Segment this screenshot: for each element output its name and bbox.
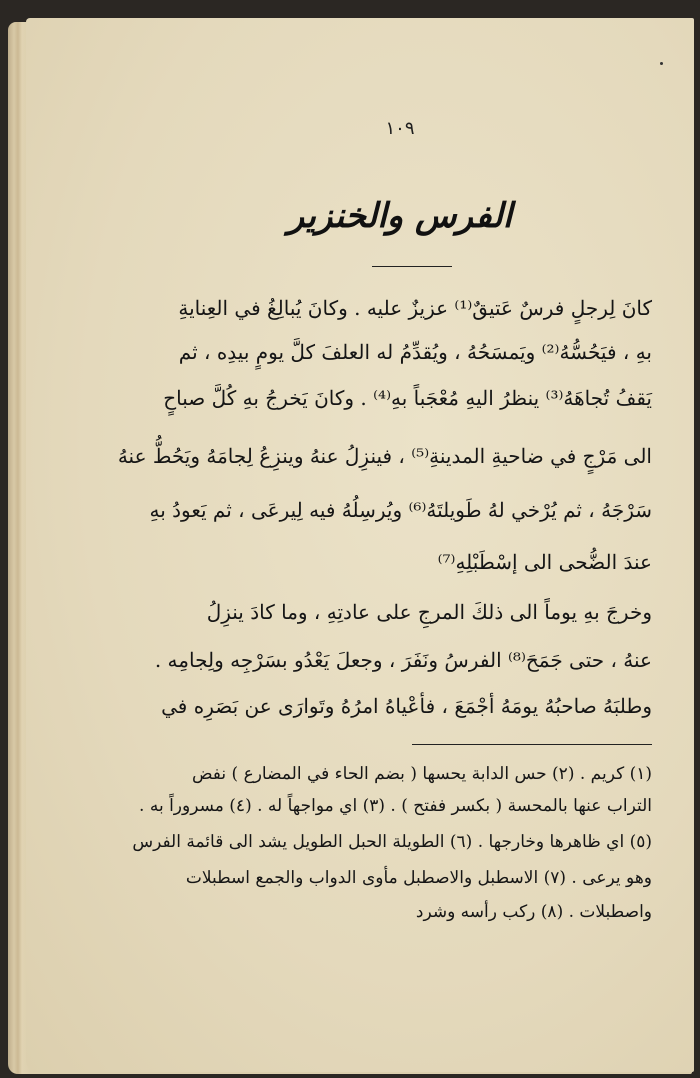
- body-line: عنهُ ، حتى جَمَحَ⁽⁸⁾ الفرسُ ونَفَرَ ، وجعلَ يَعْدُو بسَرْجِه ولِجامِه .: [154, 648, 652, 672]
- ink-speck: [660, 62, 663, 65]
- footnote-divider: [412, 744, 652, 745]
- body-line: سَرْجَهُ ، ثم يُرْخي لهُ طَويلتَهُ⁽⁶⁾ ويُرسِلُهُ فيه لِيرعَى ، ثم يَعودُ بهِ: [149, 498, 652, 522]
- footnote-line: وهو يرعى . (٧) الاسطبل والاصطبل مأوى الدواب والجمع اسطبلات: [185, 868, 652, 888]
- chapter-title: الفرس والخنزير: [287, 196, 513, 236]
- body-line: وخرجَ بهِ يوماً الى ذلكَ المرجِ على عادتِهِ ، وما كادَ ينزِلُ: [206, 600, 652, 624]
- page-number: ١٠٩: [385, 118, 415, 139]
- footnote-line: (١) كريم . (٢) حس الدابة يحسها ( بضم الحاء في المضارع ) نفض: [191, 764, 652, 784]
- body-line: كانَ لِرجلٍ فرسٌ عَتيقٌ⁽¹⁾ عزيزٌ عليه . وكانَ يُبالِغُ في العِنايةِ: [178, 296, 652, 320]
- body-line: وطلبَهُ صاحبُهُ يومَهُ أجْمَعَ ، فأعْياهُ امرُهُ وتَوارَى عن بَصَرِه في: [161, 694, 652, 718]
- body-line: يَقفُ تُجاهَهُ⁽³⁾ ينظرُ اليهِ مُعْجَباً بهِ⁽⁴⁾ . وكانَ يَخرجُ بهِ كُلَّ صباحٍ: [163, 386, 652, 410]
- body-line: الى مَرْجٍ في ضاحيةِ المدينةِ⁽⁵⁾ ، فينزِلُ عنهُ وينزِعُ لِجامَهُ ويَحُطُّ عنهُ: [117, 444, 652, 468]
- body-line: عندَ الضُّحى الى إسْطَبْلِهِ⁽⁷⁾: [437, 550, 652, 574]
- title-divider: [372, 266, 452, 267]
- body-line: بهِ ، فيَحُسُّهُ⁽²⁾ ويَمسَحُهُ ، ويُقدِّمُ له العلفَ كلَّ يومٍ بيدِه ، ثم: [178, 340, 652, 364]
- footnote-line: التراب عنها بالمحسة ( بكسر ففتح ) . (٣) اي مواجهاً له . (٤) مسروراً به .: [139, 796, 652, 816]
- footnote-line: (٥) اي ظاهرها وخارجها . (٦) الطويلة الحبل الطويل يشد الى قائمة الفرس: [132, 832, 652, 852]
- footnote-line: واصطبلات . (٨) ركب رأسه وشرد: [415, 902, 652, 922]
